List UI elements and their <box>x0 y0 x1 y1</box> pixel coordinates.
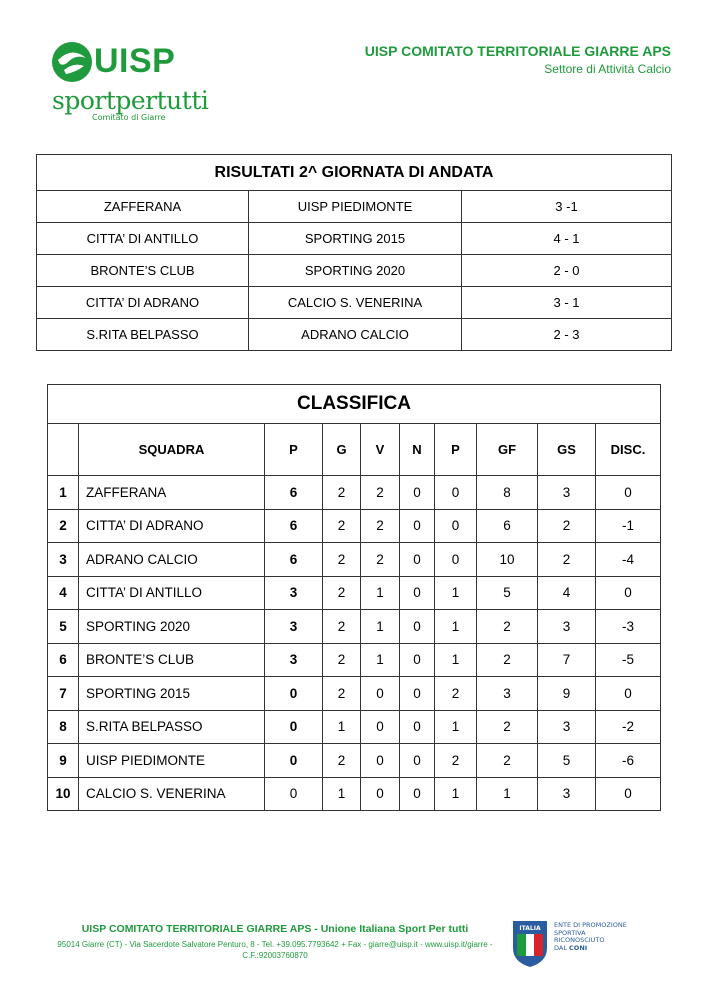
letterhead <box>365 43 671 76</box>
goals-for: 6 <box>477 509 538 543</box>
coni-recognition <box>554 922 627 952</box>
goals-for: 2 <box>477 710 538 744</box>
away-team: ADRANO CALCIO <box>249 319 462 351</box>
results-table <box>36 154 672 351</box>
away-team: CALCIO S. VENERINA <box>249 287 462 319</box>
italia-shield-icon <box>512 920 548 968</box>
standings-row <box>48 643 661 677</box>
coni-prefix: DAL <box>554 943 570 952</box>
team-name: S.RITA BELPASSO <box>79 710 265 744</box>
standings-row <box>48 744 661 778</box>
discipline: -2 <box>596 710 661 744</box>
played: 2 <box>323 576 361 610</box>
goals-for: 2 <box>477 610 538 644</box>
lost: 1 <box>435 643 477 677</box>
match-score: 3 -1 <box>462 191 672 223</box>
goals-for: 1 <box>477 777 538 811</box>
goals-for: 8 <box>477 476 538 510</box>
position: 10 <box>48 777 79 811</box>
discipline: 0 <box>596 476 661 510</box>
match-score: 4 - 1 <box>462 223 672 255</box>
drawn: 0 <box>400 710 435 744</box>
match-score: 3 - 1 <box>462 287 672 319</box>
lost: 2 <box>435 744 477 778</box>
played: 2 <box>323 643 361 677</box>
goals-for: 5 <box>477 576 538 610</box>
goals-for: 3 <box>477 677 538 711</box>
coni-badge <box>512 920 642 970</box>
standings-row <box>48 710 661 744</box>
team-name: CALCIO S. VENERINA <box>79 777 265 811</box>
drawn: 0 <box>400 509 435 543</box>
goals-against: 5 <box>538 744 596 778</box>
won: 0 <box>361 677 400 711</box>
coni-line-1: ENTE DI PROMOZIONE <box>554 921 627 929</box>
played: 2 <box>323 744 361 778</box>
header-lost: P <box>435 424 477 476</box>
won: 2 <box>361 543 400 577</box>
header-position <box>48 424 79 476</box>
points: 3 <box>265 576 323 610</box>
header-discipline: DISC. <box>596 424 661 476</box>
logo-tagline: sportpertutti <box>52 86 209 115</box>
match-row <box>37 191 672 223</box>
lost: 0 <box>435 509 477 543</box>
points: 3 <box>265 610 323 644</box>
discipline: -6 <box>596 744 661 778</box>
lost: 1 <box>435 576 477 610</box>
standings-row <box>48 476 661 510</box>
drawn: 0 <box>400 744 435 778</box>
standings-row <box>48 509 661 543</box>
match-row <box>37 319 672 351</box>
team-name: SPORTING 2020 <box>79 610 265 644</box>
header-played: G <box>323 424 361 476</box>
discipline: -4 <box>596 543 661 577</box>
team-name: ADRANO CALCIO <box>79 543 265 577</box>
header-points: P <box>265 424 323 476</box>
letterhead-subtitle: Settore di Attività Calcio <box>544 62 671 76</box>
goals-for: 2 <box>477 744 538 778</box>
drawn: 0 <box>400 476 435 510</box>
points: 6 <box>265 476 323 510</box>
coni-line-4 <box>554 945 627 953</box>
position: 3 <box>48 543 79 577</box>
discipline: -1 <box>596 509 661 543</box>
header-team: SQUADRA <box>79 424 265 476</box>
points: 6 <box>265 543 323 577</box>
standings-title: CLASSIFICA <box>48 385 661 424</box>
home-team: ZAFFERANA <box>37 191 249 223</box>
standings-table <box>47 384 661 811</box>
position: 5 <box>48 610 79 644</box>
points: 0 <box>265 744 323 778</box>
played: 1 <box>323 777 361 811</box>
goals-for: 2 <box>477 643 538 677</box>
points: 0 <box>265 677 323 711</box>
won: 2 <box>361 476 400 510</box>
footer <box>55 923 495 961</box>
lost: 1 <box>435 610 477 644</box>
home-team: CITTA’ DI ADRANO <box>37 287 249 319</box>
header-drawn: N <box>400 424 435 476</box>
goals-against: 4 <box>538 576 596 610</box>
drawn: 0 <box>400 576 435 610</box>
goals-against: 3 <box>538 777 596 811</box>
results-title: RISULTATI 2^ GIORNATA DI ANDATA <box>37 155 672 191</box>
logo-committee: Comitato di Giarre <box>92 113 166 122</box>
points: 3 <box>265 643 323 677</box>
uisp-logo <box>50 40 210 125</box>
match-row <box>37 255 672 287</box>
position: 4 <box>48 576 79 610</box>
played: 2 <box>323 476 361 510</box>
shield-label: ITALIA <box>519 925 541 932</box>
drawn: 0 <box>400 610 435 644</box>
discipline: 0 <box>596 576 661 610</box>
header-goals-for: GF <box>477 424 538 476</box>
team-name: SPORTING 2015 <box>79 677 265 711</box>
match-score: 2 - 3 <box>462 319 672 351</box>
standings-row <box>48 576 661 610</box>
played: 2 <box>323 509 361 543</box>
coni-line-2: SPORTIVA <box>554 928 586 937</box>
drawn: 0 <box>400 677 435 711</box>
team-name: BRONTE’S CLUB <box>79 643 265 677</box>
goals-against: 2 <box>538 543 596 577</box>
position: 2 <box>48 509 79 543</box>
lost: 1 <box>435 777 477 811</box>
coni-brand: CONI <box>569 943 588 952</box>
goals-against: 9 <box>538 677 596 711</box>
lost: 0 <box>435 476 477 510</box>
lost: 0 <box>435 543 477 577</box>
discipline: 0 <box>596 777 661 811</box>
footer-title: UISP COMITATO TERRITORIALE GIARRE APS - Unione Italiana Sport Per tutti <box>81 923 469 935</box>
points: 6 <box>265 509 323 543</box>
goals-against: 7 <box>538 643 596 677</box>
goals-against: 3 <box>538 710 596 744</box>
position: 1 <box>48 476 79 510</box>
match-row <box>37 287 672 319</box>
drawn: 0 <box>400 543 435 577</box>
points: 0 <box>265 777 323 811</box>
standings-row <box>48 677 661 711</box>
played: 2 <box>323 677 361 711</box>
header-goals-against: GS <box>538 424 596 476</box>
position: 9 <box>48 744 79 778</box>
goals-against: 3 <box>538 610 596 644</box>
won: 1 <box>361 610 400 644</box>
position: 6 <box>48 643 79 677</box>
header-won: V <box>361 424 400 476</box>
letterhead-title: UISP COMITATO TERRITORIALE GIARRE APS <box>364 43 671 59</box>
team-name: CITTA’ DI ANTILLO <box>79 576 265 610</box>
drawn: 0 <box>400 643 435 677</box>
goals-for: 10 <box>477 543 538 577</box>
home-team: BRONTE’S CLUB <box>37 255 249 287</box>
points: 0 <box>265 710 323 744</box>
discipline: 0 <box>596 677 661 711</box>
goals-against: 3 <box>538 476 596 510</box>
standings-row <box>48 777 661 811</box>
team-name: UISP PIEDIMONTE <box>79 744 265 778</box>
won: 0 <box>361 710 400 744</box>
standings-header-row <box>48 424 661 476</box>
match-score: 2 - 0 <box>462 255 672 287</box>
won: 2 <box>361 509 400 543</box>
played: 2 <box>323 610 361 644</box>
goals-against: 2 <box>538 509 596 543</box>
logo-brand: UISP <box>94 42 176 80</box>
won: 0 <box>361 744 400 778</box>
team-name: CITTA’ DI ADRANO <box>79 509 265 543</box>
won: 1 <box>361 643 400 677</box>
match-row <box>37 223 672 255</box>
played: 2 <box>323 543 361 577</box>
coni-line-3: RICONOSCIUTO <box>554 936 605 944</box>
away-team: SPORTING 2020 <box>249 255 462 287</box>
lost: 1 <box>435 710 477 744</box>
uisp-emblem-icon <box>50 40 94 84</box>
team-name: ZAFFERANA <box>79 476 265 510</box>
standings-row <box>48 610 661 644</box>
position: 7 <box>48 677 79 711</box>
home-team: S.RITA BELPASSO <box>37 319 249 351</box>
discipline: -3 <box>596 610 661 644</box>
away-team: UISP PIEDIMONTE <box>249 191 462 223</box>
won: 1 <box>361 576 400 610</box>
away-team: SPORTING 2015 <box>249 223 462 255</box>
position: 8 <box>48 710 79 744</box>
discipline: -5 <box>596 643 661 677</box>
home-team: CITTA’ DI ANTILLO <box>37 223 249 255</box>
footer-address: 95014 Giarre (CT) - Via Sacerdote Salvatore Penturo, 8 - Tel. +39.095.7793642 + Fax - giarre@uisp.it - www.uisp.it/giarre - C.F.:92003760870 <box>57 940 493 960</box>
played: 1 <box>323 710 361 744</box>
standings-row <box>48 543 661 577</box>
won: 0 <box>361 777 400 811</box>
lost: 2 <box>435 677 477 711</box>
drawn: 0 <box>400 777 435 811</box>
